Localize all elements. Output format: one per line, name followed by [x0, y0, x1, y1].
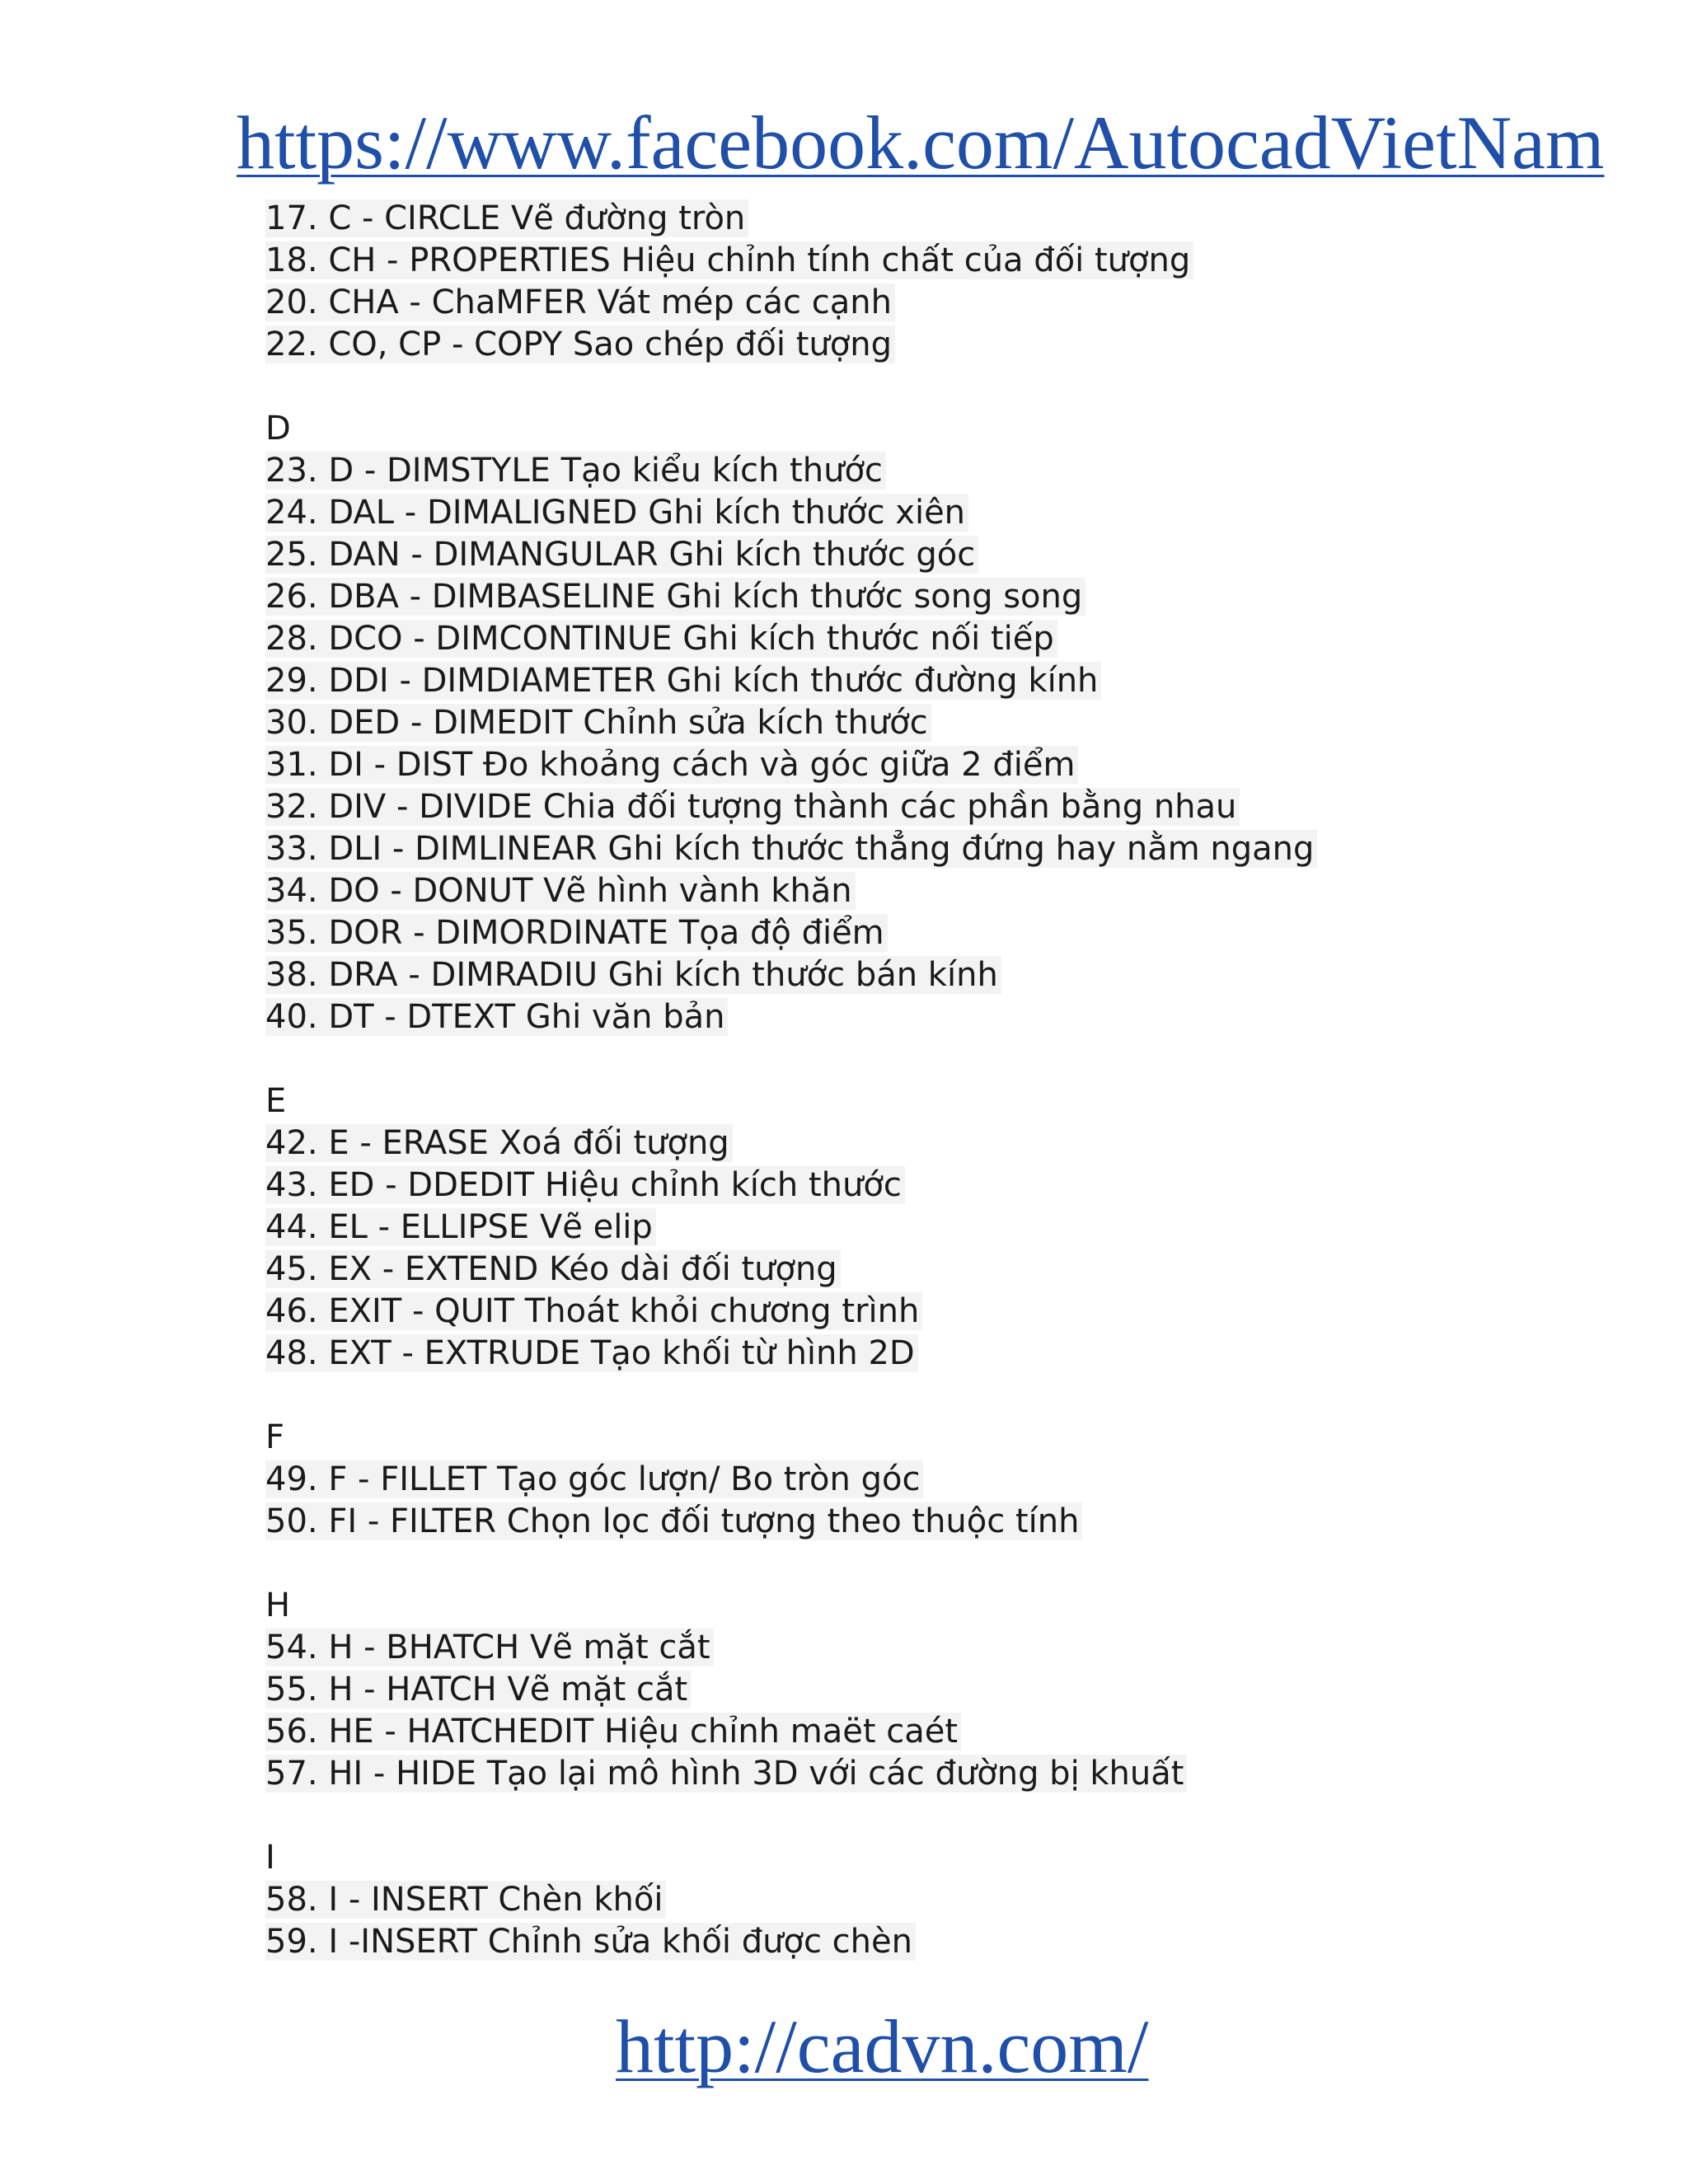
- list-item: 25. DAN - DIMANGULAR Ghi kích thước góc: [265, 534, 1667, 576]
- list-item: 57. HI - HIDE Tạo lại mô hình 3D với các đường bị khuất: [265, 1753, 1667, 1795]
- list-item: 54. H - BHATCH Vẽ mặt cắt: [265, 1627, 1667, 1669]
- spacer: [265, 366, 1667, 408]
- list-item: 49. F - FILLET Tạo góc lượn/ Bo tròn góc: [265, 1459, 1667, 1501]
- list-item: 31. DI - DIST Đo khoảng cách và góc giữa 2 điểm: [265, 744, 1667, 786]
- spacer: [265, 1375, 1667, 1417]
- list-item: 30. DED - DIMEDIT Chỉnh sửa kích thước: [265, 702, 1667, 744]
- spacer: [265, 1038, 1667, 1080]
- section-f: [265, 1417, 1667, 1543]
- section-letter: E: [265, 1082, 287, 1120]
- list-item: 48. EXT - EXTRUDE Tạo khối từ hình 2D: [265, 1333, 1667, 1375]
- list-item: 28. DCO - DIMCONTINUE Ghi kích thước nối tiếp: [265, 618, 1667, 660]
- section-letter: D: [265, 410, 291, 448]
- section-i: [265, 1837, 1667, 1963]
- section-letter: F: [265, 1418, 285, 1456]
- list-item: 18. CH - PROPERTIES Hiệu chỉnh tính chất của đối tượng: [265, 240, 1667, 282]
- list-item: 55. H - HATCH Vẽ mặt cắt: [265, 1669, 1667, 1711]
- list-item: 45. EX - EXTEND Kéo dài đối tượng: [265, 1249, 1667, 1291]
- list-item: 34. DO - DONUT Vẽ hình vành khăn: [265, 870, 1667, 912]
- facebook-link[interactable]: https://www.facebook.com/AutocadVietNam: [237, 101, 1605, 185]
- list-item: 38. DRA - DIMRADIU Ghi kích thước bán kính: [265, 954, 1667, 996]
- list-item: 35. DOR - DIMORDINATE Tọa độ điểm: [265, 912, 1667, 954]
- section-d: [265, 408, 1667, 1038]
- list-item: 50. FI - FILTER Chọn lọc đối tượng theo thuộc tính: [265, 1501, 1667, 1543]
- list-item: 42. E - ERASE Xoá đối tượng: [265, 1122, 1667, 1165]
- list-item: 40. DT - DTEXT Ghi văn bản: [265, 996, 1667, 1038]
- list-item: 56. HE - HATCHEDIT Hiệu chỉnh maët caét: [265, 1711, 1667, 1753]
- list-item: 24. DAL - DIMALIGNED Ghi kích thước xiên: [265, 492, 1667, 534]
- section-letter: H: [265, 1586, 291, 1624]
- spacer: [265, 1543, 1667, 1585]
- list-item: 58. I - INSERT Chèn khối: [265, 1879, 1667, 1921]
- list-item: 20. CHA - ChaMFER Vát mép các cạnh: [265, 282, 1667, 324]
- list-item: 59. I -INSERT Chỉnh sửa khối được chèn: [265, 1921, 1667, 1963]
- section-e: [265, 1080, 1667, 1375]
- section-h: [265, 1585, 1667, 1795]
- section-c: [265, 198, 1667, 366]
- list-item: 43. ED - DDEDIT Hiệu chỉnh kích thước: [265, 1165, 1667, 1207]
- list-item: 17. C - CIRCLE Vẽ đường tròn: [265, 198, 1667, 240]
- spacer: [265, 1795, 1667, 1837]
- section-letter: I: [265, 1839, 275, 1877]
- list-item: 33. DLI - DIMLINEAR Ghi kích thước thẳng đứng hay nằm ngang: [265, 828, 1667, 870]
- list-item: 22. CO, CP - COPY Sao chép đối tượng: [265, 324, 1667, 366]
- list-item: 32. DIV - DIVIDE Chia đối tượng thành các phần bằng nhau: [265, 786, 1667, 828]
- command-list: [265, 198, 1667, 1963]
- cadvn-link[interactable]: http://cadvn.com/: [616, 2004, 1149, 2088]
- list-item: 23. D - DIMSTYLE Tạo kiểu kích thước: [265, 450, 1667, 492]
- list-item: 26. DBA - DIMBASELINE Ghi kích thước song song: [265, 576, 1667, 618]
- list-item: 29. DDI - DIMDIAMETER Ghi kích thước đường kính: [265, 660, 1667, 702]
- list-item: 46. EXIT - QUIT Thoát khỏi chương trình: [265, 1291, 1667, 1333]
- list-item: 44. EL - ELLIPSE Vẽ elip: [265, 1207, 1667, 1249]
